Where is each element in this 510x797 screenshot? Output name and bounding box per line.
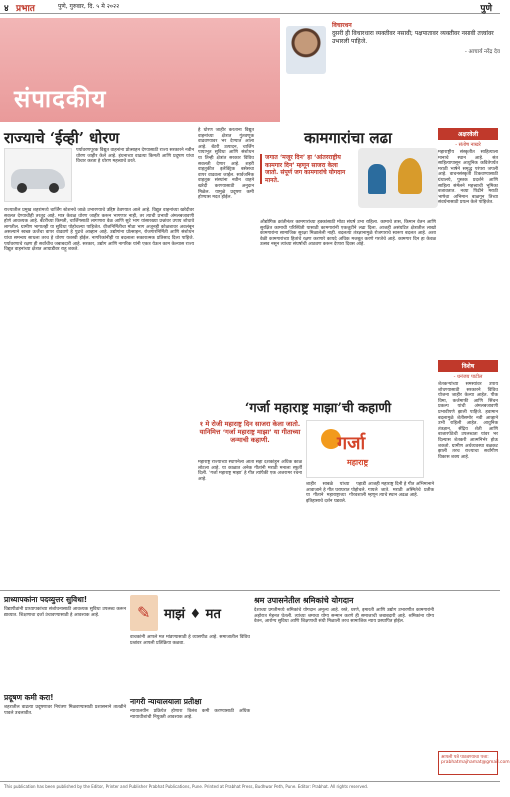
- shram-title[interactable]: श्रम उपासनेतील श्रमिकांचे योगदान: [254, 596, 354, 605]
- labour-body: औद्योगिक क्रांतीनंतर कामगारांच्या हक्कांसाठी मोठा संघर्ष उभा राहिला. कामाचे तास, किमान वेतन आणि सुरक्षित कामाची परिस्थिती यासाठी कामगारांनी एकजुटीने लढा दिला. आजही असंघटित क्षेत्रातील लाखो कामगारांना सामाजिक सुरक्षा मिळालेली नाही. बदलत्या तंत्रज्ञानामुळे रोजगाराचे स्वरूप बदलत आहे. अशा वेळी कामगारांच्या हितांचे रक्षण करणारे कायदे अधिक मजबूत करणे गरजेचे आहे. कामगार दिन हा केवळ उत्सव नसून त्यांच्या संघर्षाची आठवण करून देणारा दिवस आहे.: [260, 220, 436, 248]
- garja-article: [198, 398, 438, 504]
- sidebar2-body: शेतकऱ्यांच्या समस्यांवर उपाय शोधण्यासाठी सरकारने विविध योजना जाहीर केल्या आहेत. पीक विमा, कर्जमाफी आणि सिंचन प्रकल्प यांची अंमलबजावणी प्रभावीपणे झाली पाहिजे. हवामान बदलामुळे शेतीसमोर नवी आव्हाने उभी राहिली आहेत. आधुनिक तंत्रज्ञान, सेंद्रिय शेती आणि बाजारपेठेची उपलब्धता यांवर भर दिल्यास शेतकरी आत्मनिर्भर होऊ शकतो. ग्रामीण अर्थव्यवस्था बळकट झाली तरच राज्याचा सर्वांगीण विकास शक्य आहे.: [438, 382, 498, 460]
- sidebar-akshar: [438, 128, 498, 370]
- garja-logo-subtext: महाराष्ट्र: [347, 458, 369, 467]
- majha-mat-title: माझं ♦ मत: [164, 607, 221, 622]
- thought-quote: [332, 22, 500, 56]
- lead-headline[interactable]: राज्याचे ‘ईव्ही’ धोरण: [4, 129, 120, 147]
- shram-article: [254, 595, 434, 768]
- garja-col2: शाहीर साबळे यांच्या पहाडी आवाजाने हे गीत घराघरात पोहोचले. या गीताने महाराष्ट्राच्या गौरवशाली इतिहासाचे दर्शन घडवले.: [306, 482, 366, 504]
- lead-article: [4, 128, 194, 253]
- masthead: [0, 0, 500, 14]
- lead-body: राज्यातील प्रमुख शहरांमध्ये चार्जिंग स्टेशनचे जाळे उभारण्याचे उद्दिष्ट ठेवण्यात आले आहे. विद्युत वाहनांच्या खरेदीवर सवलत देण्याचीही तरतूद आहे. मात्र केवळ धोरण जाहीर करून भागणार नाही, तर त्याची प्रभावी अंमलबजावणी होणे आवश्यक आहे. बॅटरीच्या किमती, चार्जिंगसाठी लागणारा वेळ आणि सुटे भाग यांसारख्या प्रश्नांवर उपाय शोधावे लागतील. ग्रामीण भागातही या सुविधा पोहोचल्या पाहिजेत. वीजनिर्मितीचा मोठा भाग अजूनही कोळशावर अवलंबून असल्याने स्वच्छ ऊर्जेचा वापर वाढवणे हे पुढचे आव्हान आहे. उद्योगांना प्रोत्साहन, रोजगारनिर्मिती आणि संशोधन यांचा समन्वय साधला तरच हे धोरण यशस्वी होईल. नागरिकांनीही या बदलाला सकारात्मक प्रतिसाद दिला पाहिजे. पर्यावरणाचे रक्षण ही सर्वांचीच जबाबदारी आहे. सरकार, उद्योग आणि नागरिक यांनी एकत्र येऊन काम केल्यास राज्य विद्युत वाहनांच्या क्षेत्रात आघाडीवर राहू शकते.: [4, 208, 194, 253]
- garja-col1: महाराष्ट्र राज्याच्या स्थापनेला आता सहा दशकांहून अधिक काळ लोटला आहे. या काळात अनेक गीतांनी मराठी मनाला स्फूर्ती दिली. ‘गर्जा महाराष्ट्र माझा’ हे गीत त्यांपैकी एक अजरामर रचना आहे.: [198, 460, 302, 482]
- letter1-body: विद्यापीठांनी प्राध्यापकांच्या संशोधनासाठी आवश्यक सुविधा उपलब्ध करून द्याव्यात. शिक्षणाचा दर्जा उंचावण्यासाठी हे आवश्यक आहे.: [4, 607, 126, 618]
- edition-city: पुणे: [480, 4, 492, 14]
- labour-article: [260, 128, 436, 248]
- bottom-section: [0, 590, 510, 780]
- lead-intro: पर्यावरणपूरक विद्युत वाहनांना प्रोत्साहन देण्यासाठी राज्य सरकारने नवीन धोरण जाहीर केले आहे. इंधनाच्या वाढत्या किमती आणि प्रदूषण यांचा विचार करता हे धोरण महत्त्वाचे ठरते.: [76, 148, 194, 165]
- send-letters-box: आपली पत्रे पाठवण्याचा पत्ता: prabhatmajhamat@gmail.com: [438, 751, 498, 775]
- letters-column: [4, 595, 126, 765]
- majha-mat-body: वाचकांनी आपले मत मांडण्यासाठी हे व्यासपीठ आहे. समाजातील विविध प्रश्नांवर आपली प्रतिक्रिया कळवा.: [130, 635, 250, 646]
- majha-sub-body: न्यायालयीन प्रक्रियेत होणारा विलंब कमी करण्यासाठी अधिक न्यायाधीशांची नियुक्ती आवश्यक आहे.: [130, 709, 250, 720]
- quote-text: दुसरी ही विचारधारा व्यक्तीवर नसावी; पक्षपातावर व्यक्तीवर नसावी तत्त्वांवर उभारली पाहिजे.: [332, 30, 494, 45]
- labour-illustration: [358, 148, 438, 208]
- shram-body: देशाच्या प्रगतीमध्ये श्रमिकांचे योगदान अमूल्य आहे. रस्ते, धरणे, इमारती आणि उद्योग उभारणीत कामगारांनी अहोरात्र मेहनत घेतली. त्यांच्या श्रमाचा योग्य सन्मान करणे ही समाजाची जबाबदारी आहे. श्रमिकांना योग्य वेतन, आरोग्य सुविधा आणि शिक्षणाची संधी मिळाली तरच सामाजिक न्याय प्रस्थापित होईल.: [254, 608, 434, 625]
- letter1-title[interactable]: प्राध्यापकांना पदव्युत्तर सुविधा!: [4, 595, 88, 604]
- letter2-title[interactable]: प्रदूषण कमी करा!: [4, 693, 54, 702]
- garja-logo: [306, 420, 424, 478]
- editorial-banner: [0, 18, 280, 122]
- garja-logo-text: गर्जा: [337, 433, 366, 454]
- sidebar2-byline: - धनंजय पाटील: [453, 374, 483, 380]
- section-title: संपादकीय: [14, 84, 107, 113]
- quote-author: - आचार्य नरेंद्र देव: [464, 49, 500, 55]
- majha-sub-title[interactable]: नागरी न्यायालयाला प्रतीक्षा: [130, 697, 202, 706]
- lead-continuation: हे धोरण जाहीर करताना विद्युत वाहनांच्या क्षेत्रात गुंतवणूक वाढवण्यावर भर देण्यात आला आहे. बॅटरी उत्पादन, चार्जिंग पायाभूत सुविधा आणि संशोधन या तिन्ही क्षेत्रांत सरकार विविध सवलती देणार आहे. शहरी वाहतुकीत इलेक्ट्रिक बसेसचा वापर वाढवला जाईल. सार्वजनिक वाहतूक संस्थांना नवीन वाहने खरेदी करण्यासाठी अनुदान मिळेल. यामुळे प्रदूषण कमी होण्यास मदत होईल.: [198, 128, 254, 201]
- quote-heading: विचारधन: [332, 22, 352, 29]
- majha-mat-column: [130, 595, 250, 779]
- author-portrait: [286, 26, 326, 74]
- page-number: ४: [4, 4, 9, 14]
- labour-headline[interactable]: कामगारांचा लढा: [304, 129, 392, 147]
- sidebar-byline: - संतोष नाखरे: [455, 142, 481, 148]
- garja-col3: आजही महाराष्ट्र दिनी हे गीत अभिमानाने गायले जाते. मराठी अस्मितेचे प्रतीक म्हणून त्याचे स्थान अढळ आहे.: [368, 482, 434, 499]
- pen-icon: [130, 595, 158, 631]
- sidebar2-tag: विशेष: [438, 360, 498, 372]
- car-image: [4, 148, 72, 202]
- imprint-footer: This publication has been published by the Editor, Printer and Publisher Prabhat Publications, Pune. Printed at Prabhat Press, Budhwar Peth, Pune. Editor: Prabhat. All rights reserved.: [0, 781, 500, 797]
- labour-subhead: जगात ‘मजूर दिन’ हा ‘आंतरराष्ट्रीय कामगार दिन’ म्हणून साजरा केला जातो. संपूर्ण जग कामगारांचे योगदान मानते.: [260, 154, 350, 184]
- issue-date: पुणे, गुरुवार, दि. ५ मे २०२२: [58, 3, 120, 10]
- sidebar-body: महाराष्ट्रीय संस्कृतीत साहित्याला मानाचे स्थान आहे. संत साहित्यापासून आधुनिक कवितेपर्यंत मराठी भाषेने समृद्ध परंपरा जपली आहे. वाचनसंस्कृती टिकवण्यासाठी ग्रंथालये, पुस्तक प्रदर्शने आणि साहित्य संमेलने महत्त्वाची भूमिका बजावतात. नव्या पिढीने मराठी भाषेचा अभिमान बाळगून तिच्या संवर्धनासाठी प्रयत्न केले पाहिजेत.: [438, 150, 498, 206]
- letter2-body: शहरातील वाढत्या प्रदूषणावर नियंत्रण मिळवण्यासाठी प्रशासनाने तातडीने पावले उचलावीत.: [4, 705, 126, 716]
- newspaper-logo: प्रभात: [16, 4, 35, 14]
- garja-headline[interactable]: ‘गर्जा महाराष्ट्र माझा’ची कहाणी: [244, 401, 392, 416]
- garja-subhead: १ मे रोजी महाराष्ट्र दिन साजरा केला जातो. यानिमित्त ‘गर्जा महाराष्ट्र माझा’ या गीताच्या जन्माची कहाणी.: [199, 420, 301, 444]
- sidebar-tag: अक्षरवेली: [438, 128, 498, 140]
